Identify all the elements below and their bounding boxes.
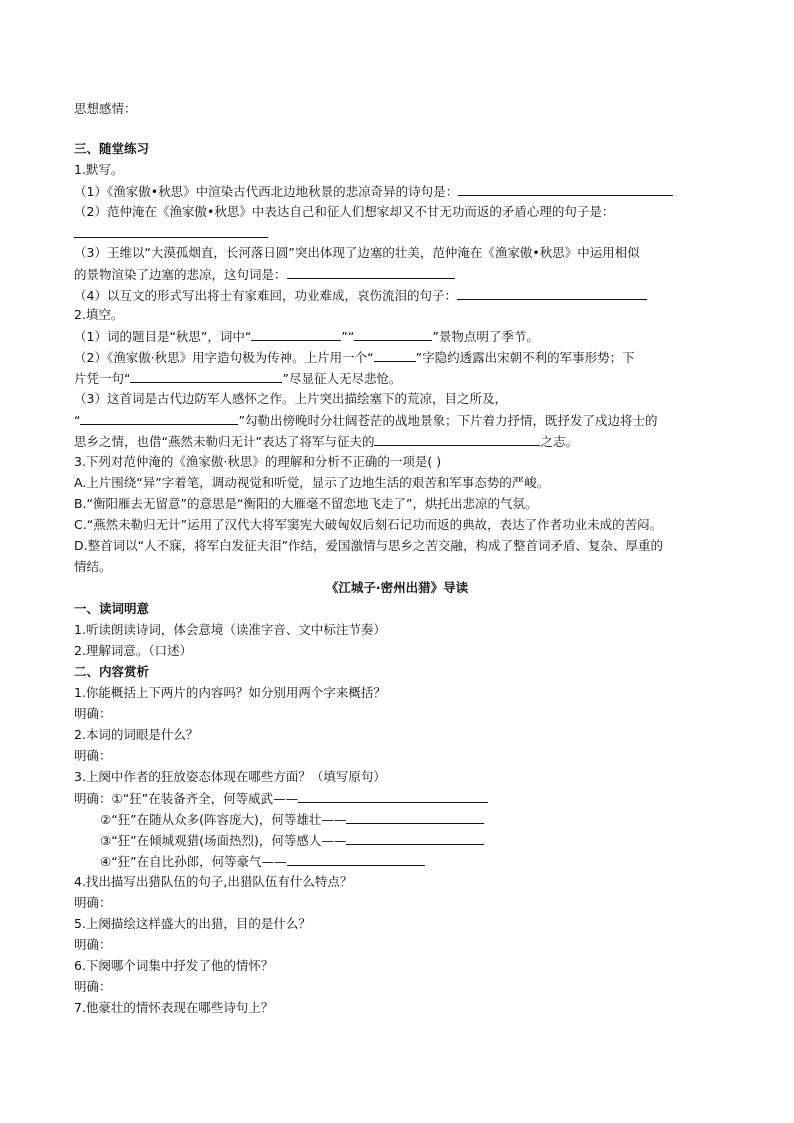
question-text: “	[74, 413, 81, 428]
answer-blank[interactable]	[287, 853, 425, 866]
question-line	[74, 328, 539, 345]
answer-label: 明确：	[74, 748, 112, 763]
answer-line	[74, 225, 268, 242]
answer-blank[interactable]	[74, 225, 268, 238]
question-line	[74, 370, 401, 387]
answer-blank[interactable]	[374, 433, 540, 446]
answer-label: 明确：	[74, 706, 112, 721]
question-text: ”景物点明了季节。	[432, 329, 539, 344]
question-line: 7.他豪壮的情怀表现在哪些诗句上？	[74, 1000, 274, 1015]
answer-line	[100, 853, 425, 870]
text-line: 2.理解词意。（口述）	[74, 643, 193, 658]
section-title: 《江城子·密州出猎》导读	[325, 580, 469, 595]
answer-blank[interactable]	[374, 349, 416, 362]
answer-blank[interactable]	[458, 183, 673, 196]
section-heading: 一、读词明意	[74, 601, 150, 616]
question-line: 5.上阕描绘这样盛大的出猎，目的是什么？	[74, 916, 311, 931]
question-line	[74, 349, 635, 366]
answer-blank[interactable]	[251, 328, 341, 341]
question-line: 2.本词的词眼是什么？	[74, 727, 199, 742]
question-text: ④“狂”在自比孙郎，何等豪气——	[100, 854, 287, 869]
section-heading: 二、内容赏析	[74, 664, 150, 679]
question-line: 1.你能概括上下两片的内容吗？如分别用两个字来概括？	[74, 685, 386, 700]
answer-blank[interactable]	[354, 328, 432, 341]
question-text: 片凭一句“	[74, 371, 131, 386]
question-line: （3）王维以“大漠孤烟直，长河落日圆”突出体现了边塞的壮美，范仲淹在《渔家傲•秋思》中运用相似	[74, 245, 640, 260]
choice-c: C.“燕然未勒归无计”运用了汉代大将军窦宪大破匈奴后刻石记功而返的典故，表达了作者功业未成的苦闷。	[74, 517, 663, 532]
section-heading: 三、随堂练习	[74, 141, 150, 156]
answer-blank[interactable]	[346, 811, 484, 824]
question-text: ”字隐约透露出宋朝不利的军事形势；下	[415, 350, 635, 365]
choice-a: A.上片围绕“异”字着笔，调动视觉和听觉，显示了边地生活的艰苦和军事态势的严峻。	[74, 475, 550, 490]
answer-line	[100, 832, 484, 849]
question-line	[74, 183, 673, 200]
question-line: 6.下阕哪个词集中抒发了他的情怀？	[74, 958, 274, 973]
question-text: ”“	[341, 329, 355, 344]
answer-blank[interactable]	[457, 287, 647, 300]
question-text: 的景物渲染了边塞的悲凉，这句词是：	[74, 267, 287, 282]
question-line: 3.上阕中作者的狂放姿态体现在哪些方面？（填写原句）	[74, 769, 386, 784]
question-text: 思乡之情，也借“燕然未勒归无计”表达了将军与征夫的	[74, 434, 375, 449]
question-line	[74, 412, 657, 429]
answer-label: 明确：	[74, 937, 112, 952]
question-text: ”勾勒出傍晚时分壮阔苍茫的战地景象；下片着力抒情，既抒发了戍边将士的	[238, 413, 658, 428]
question-text: （1）《渔家傲•秋思》中渲染古代西北边地秋景的悲凉奇异的诗句是：	[74, 184, 459, 199]
question-text: ②“狂”在随从众多(阵容庞大)，何等雄壮——	[100, 812, 347, 827]
answer-blank[interactable]	[298, 790, 488, 803]
question-line: 4.找出描写出猎队伍的句子,出猎队伍有什么特点？	[74, 874, 353, 889]
text-line: 思想感情：	[74, 101, 137, 116]
question-text: ”尽显征人无尽悲怆。	[282, 371, 402, 386]
answer-label: 明确：	[74, 895, 112, 910]
choice-d: D.整首词以“人不寐，将军白发征夫泪”作结，爱国激情与思乡之苦交融，构成了整首词矛盾、复杂、厚重的	[74, 538, 664, 553]
question-text: （1）词的题目是“秋思”，词中“	[74, 329, 252, 344]
choice-b: B.“衡阳雁去无留意”的意思是“衡阳的大雁毫不留恋地飞走了”，烘托出悲凉的气氛。	[74, 496, 538, 511]
answer-blank[interactable]	[80, 412, 238, 425]
answer-line	[74, 790, 488, 807]
text-line: 1.听读朗读诗词，体会意境（读准字音、文中标注节奏）	[74, 622, 386, 637]
answer-blank[interactable]	[287, 266, 455, 279]
question-line	[74, 287, 647, 304]
question-text: 明确：①“狂”在装备齐全，何等威武——	[74, 791, 299, 806]
answer-label: 明确：	[74, 979, 112, 994]
question-line: 3.下列对范仲淹的《渔家傲·秋思》的理解和分析不正确的一项是( )	[74, 454, 442, 469]
question-text: （2）《渔家傲·秋思》用字造句极为传神。上片用一个“	[74, 350, 374, 365]
question-text: （4）以互文的形式写出将士有家难回，功业难成，哀伤流泪的句子：	[74, 288, 457, 303]
answer-blank[interactable]	[130, 370, 282, 383]
question-line	[74, 433, 578, 450]
question-line: （3）这首词是古代边防军人感怀之作。上片突出描绘塞下的荒凉，目之所及，	[74, 391, 507, 406]
question-line: （2）范仲淹在《渔家傲•秋思》中表达自己和征人们想家却又不甘无功而返的矛盾心理的句子是：	[74, 204, 615, 219]
question-text: 之志。	[540, 434, 578, 449]
question-text: ③“狂”在倾城观猎(场面热烈)，何等感人——	[100, 833, 347, 848]
text-line: 2.填空。	[74, 307, 124, 322]
answer-line	[100, 811, 484, 828]
question-line	[74, 266, 455, 283]
answer-blank[interactable]	[346, 832, 484, 845]
choice-d-cont: 情结。	[74, 559, 112, 574]
text-line: 1.默写。	[74, 162, 124, 177]
